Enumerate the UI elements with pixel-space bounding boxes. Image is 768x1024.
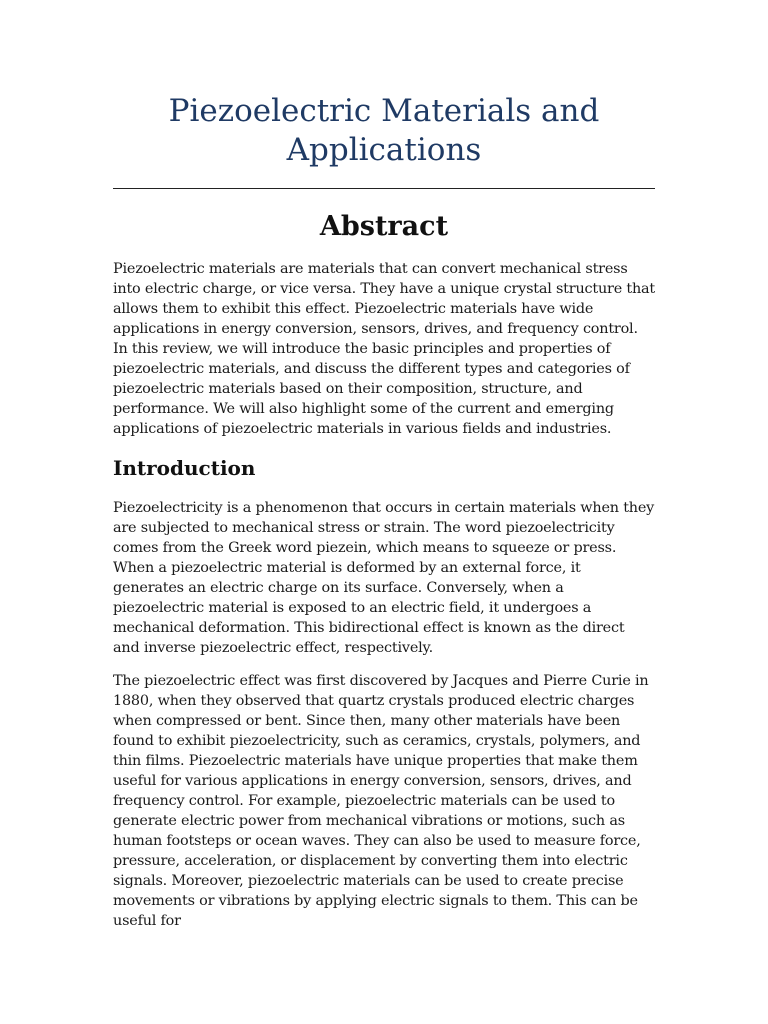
abstract-paragraph: Piezoelectric materials are materials that can convert mechanical stress into electric charge, or vice versa. They have a unique crystal structure that allows them to exhibit this effect. Piezoelectric materials have wide applications in energy conversion, sensors, drives, and frequency control. In this review, we will introduce the basic principles and properties of piezoelectric materials, and discuss the different types and categories of piezoelectric materials based on their composition, structure, and performance. We will also highlight some of the current and emerging applications of piezoelectric materials in various fields and industries. <box>113 261 656 437</box>
abstract-heading: Abstract <box>319 211 449 242</box>
introduction-paragraph-1: Piezoelectricity is a phenomenon that occurs in certain materials when they are subjected to mechanical stress or strain. The word piezoelectricity comes from the Greek word piezein, which means to squeeze or press. When a piezoelectric material is deformed by an external force, it generates an electric charge on its surface. Conversely, when a piezoelectric material is exposed to an electric field, it undergoes a mechanical deformation. This bidirectional effect is known as the direct and inverse piezoelectric effect, respectively. <box>113 500 655 656</box>
title-line-2: Applications <box>286 132 482 168</box>
document-title <box>113 92 655 170</box>
document-page <box>113 0 655 931</box>
introduction-heading: Introduction <box>113 456 256 480</box>
title-divider <box>113 188 655 189</box>
introduction-paragraph-2: The piezoelectric effect was first discovered by Jacques and Pierre Curie in 1880, when they observed that quartz crystals produced electric charges when compressed or bent. Since then, many other materials have been found to exhibit piezoelectricity, such as ceramics, crystals, polymers, and thin films. Piezoelectric materials have unique properties that make them useful for various applications in energy conversion, sensors, drives, and frequency control. For example, piezoelectric materials can be used to generate electric power from mechanical vibrations or motions, such as human footsteps or ocean waves. They can also be used to measure force, pressure, acceleration, or displacement by converting them into electric signals. Moreover, piezoelectric materials can be used to create precise movements or vibrations by applying electric signals to them. This can be useful for <box>113 673 649 929</box>
title-line-1: Piezoelectric Materials and <box>168 93 600 129</box>
